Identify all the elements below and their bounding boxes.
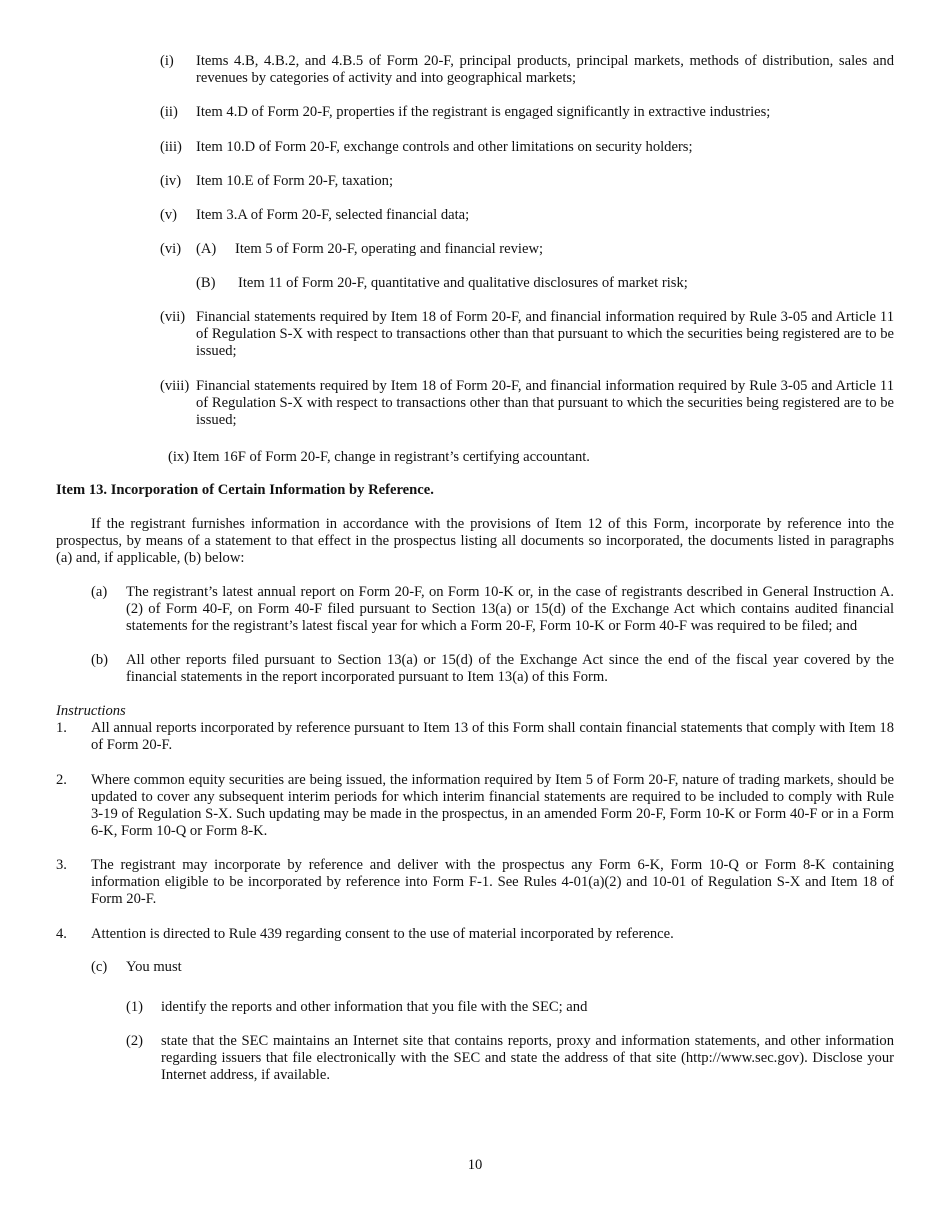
item-text-v: Item 3.A of Form 20-F, selected financial data; (196, 207, 470, 223)
item-text-iv: Item 10.E of Form 20-F, taxation; (196, 173, 394, 189)
instructions-heading: Instructions (56, 703, 126, 719)
instruction-text-2: Where common equity securities are being issued, the information required by Item 5 of Form 20-F, nature of trading markets, should be updated to cover any subsequent interim periods for which interim financial statements are required to be included to comply with Rule 3-19 of Regulation S-X. Such updating may be made in the prospectus, in an amended Form 20-F, Form 10-K or Form 40-F or in a Form 6-K, Form 10-Q or Form 8-K. (91, 772, 894, 839)
para-text-a: The registrant’s latest annual report on Form 20-F, on Form 10-K or, in the case of registrants described in General Instruction A.(2) of Form 40-F, on Form 40-F filed pursuant to Section 13(a) or 15(d) of the Exchange Act which contains audited financial statements for the registrant’s latest fiscal year for which a Form 20-F, Form 10-K or Form 40-F was required to be filed; and (126, 584, 894, 634)
instruction-text-4: Attention is directed to Rule 439 regarding consent to the use of material incorporated by reference. (91, 926, 674, 942)
page-number: 10 (467, 1157, 483, 1173)
instruction-label-3: 3. (56, 857, 67, 873)
item-label-i: (i) (160, 53, 174, 69)
item-text-i: Items 4.B, 4.B.2, and 4.B.5 of Form 20-F, principal products, principal markets, methods of distribution, sales and revenues by categories of activity and into geographical markets; (196, 53, 894, 86)
item-text-vi-b: Item 11 of Form 20-F, quantitative and qualitative disclosures of market risk; (238, 275, 688, 291)
sub-label-1: (1) (126, 999, 144, 1015)
para-text-c: You must (126, 959, 182, 975)
sub-text-2: state that the SEC maintains an Internet site that contains reports, proxy and information statements, and other information regarding issuers that file electronically with the SEC and state the address of that site (http://www.sec.gov). Disclose your Internet address, if available. (161, 1033, 894, 1083)
item-text-viii: Financial statements required by Item 18 of Form 20-F, and financial information required by Rule 3-05 and Article 11 of Regulation S-X with respect to transactions other than that pursuant to which the securities being registered are to be issued; (196, 378, 894, 428)
para-label-a: (a) (91, 584, 108, 600)
sub-text-1: identify the reports and other information that you file with the SEC; and (161, 999, 588, 1015)
item-label-ii: (ii) (160, 104, 178, 120)
instruction-label-2: 2. (56, 772, 67, 788)
item-text-ix: (ix) Item 16F of Form 20-F, change in registrant’s certifying accountant. (168, 449, 590, 465)
item-sublabel-vi-a: (A) (196, 241, 217, 257)
item13-heading: Item 13. Incorporation of Certain Information by Reference. (56, 482, 434, 498)
instruction-text-3: The registrant may incorporate by reference and deliver with the prospectus any Form 6-K, Form 10-Q or Form 8-K containing information eligible to be incorporated by reference into Form F-1. See Rules 4-01(a)(2) and 10-01 of Regulation S-X and Item 18 of Form 20-F. (91, 857, 894, 907)
para-label-b: (b) (91, 652, 109, 668)
item-sublabel-vi-b: (B) (196, 275, 216, 291)
item13-intro: If the registrant furnishes information in accordance with the provisions of Item 12 of this Form, incorporate by reference into the prospectus, by means of a statement to that effect in the prospectus listing all documents so incorporated, the documents listed in paragraphs (a) and, if applicable, (b) below: (56, 516, 894, 566)
item-label-v: (v) (160, 207, 178, 223)
item-label-vi: (vi) (160, 241, 182, 257)
item-label-viii: (viii) (160, 378, 190, 394)
instruction-text-1: All annual reports incorporated by reference pursuant to Item 13 of this Form shall contain financial statements that comply with Item 18 of Form 20-F. (91, 720, 894, 753)
item-label-vii: (vii) (160, 309, 186, 325)
sub-label-2: (2) (126, 1033, 144, 1049)
item-text-ii: Item 4.D of Form 20-F, properties if the registrant is engaged significantly in extractive industries; (196, 104, 771, 120)
instruction-label-4: 4. (56, 926, 67, 942)
instruction-label-1: 1. (56, 720, 67, 736)
item-text-vi-a: Item 5 of Form 20-F, operating and financial review; (235, 241, 544, 257)
item-text-vii: Financial statements required by Item 18 of Form 20-F, and financial information required by Rule 3-05 and Article 11 of Regulation S-X with respect to transactions other than that pursuant to which the securities being registered are to be issued; (196, 309, 894, 359)
item-text-iii: Item 10.D of Form 20-F, exchange controls and other limitations on security holders; (196, 139, 693, 155)
para-label-c: (c) (91, 959, 108, 975)
item-label-iv: (iv) (160, 173, 182, 189)
item-label-iii: (iii) (160, 139, 182, 155)
para-text-b: All other reports filed pursuant to Section 13(a) or 15(d) of the Exchange Act since the end of the fiscal year covered by the financial statements in the report incorporated pursuant to Item 13(a) of this Form. (126, 652, 894, 685)
